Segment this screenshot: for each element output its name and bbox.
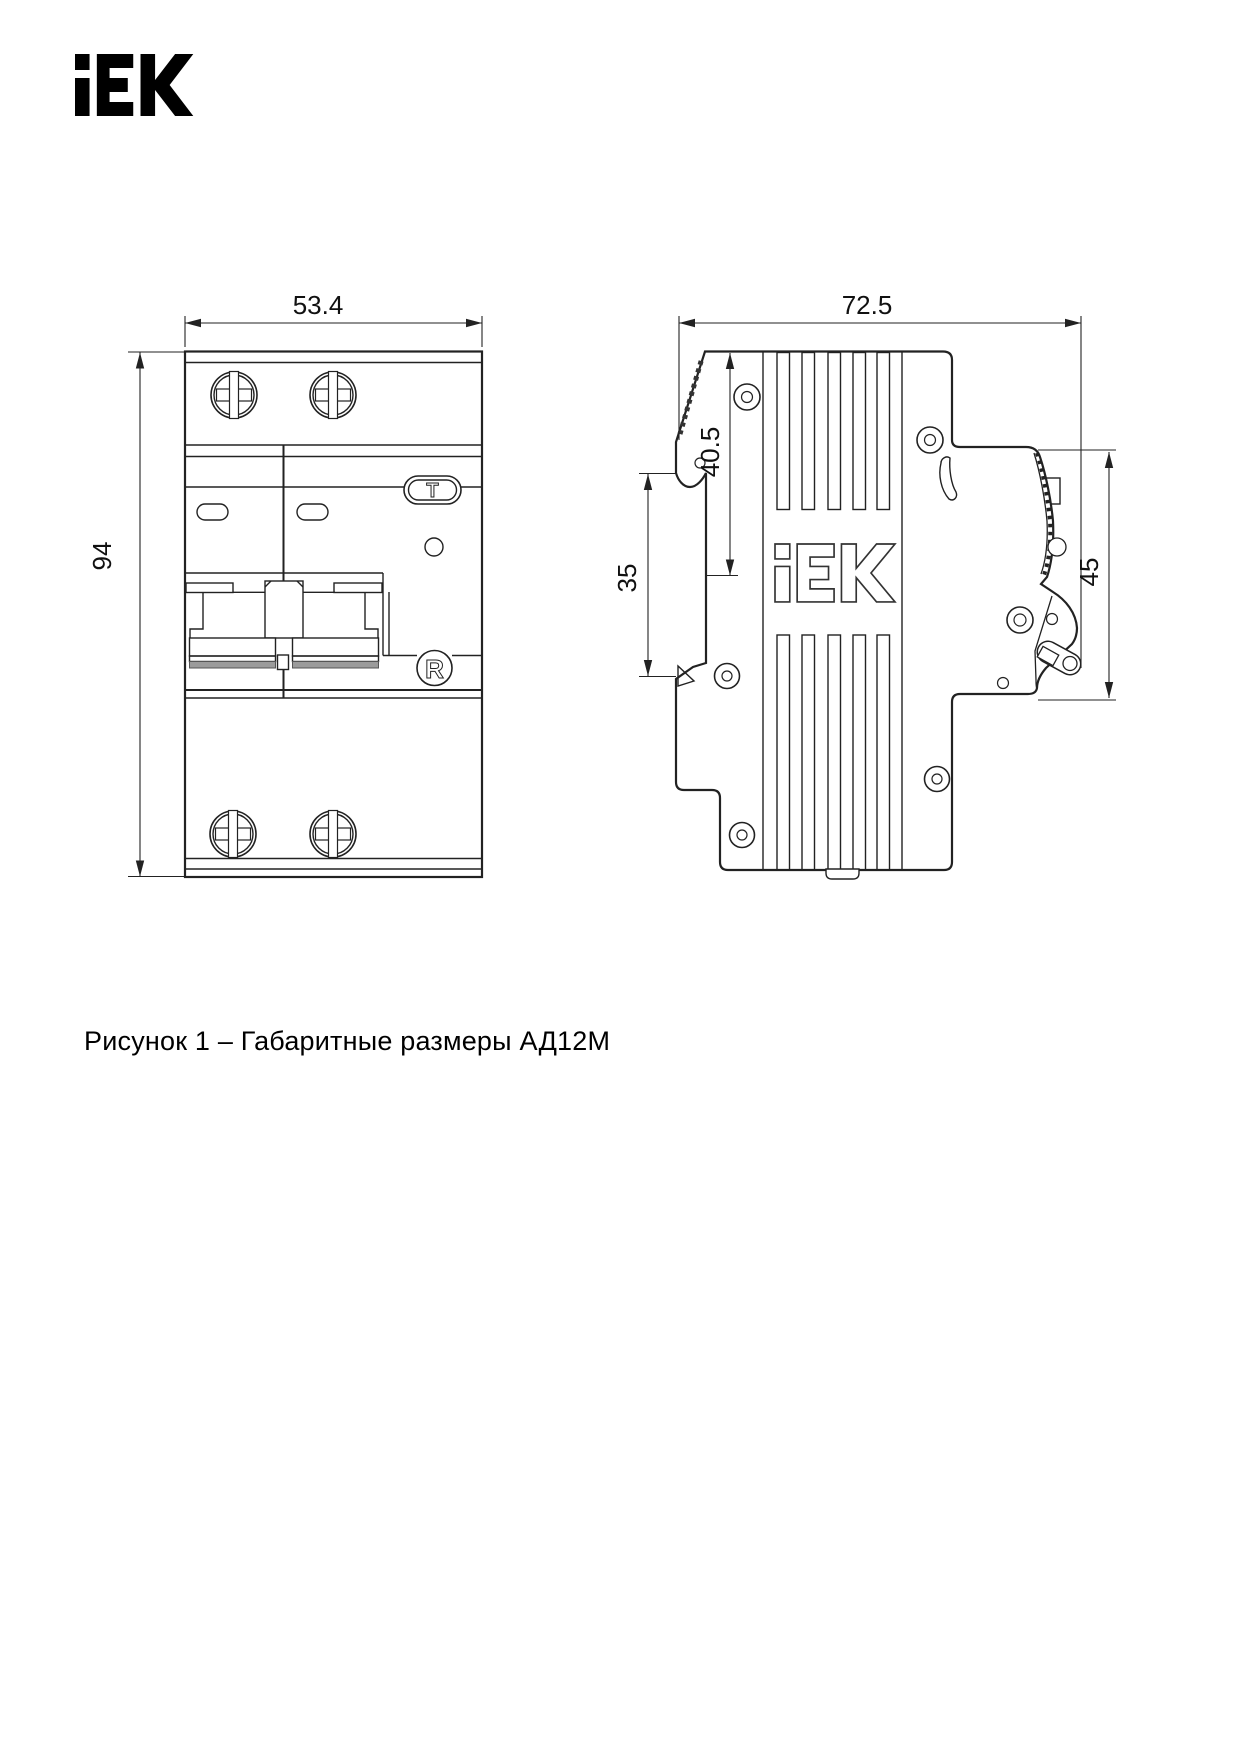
dim-front-width: 53.4 [292, 290, 344, 320]
side-view [676, 352, 1077, 880]
dim-right-height: 45 [1074, 557, 1104, 587]
test-button[interactable] [404, 476, 461, 504]
bottom-tab [826, 869, 859, 879]
front-view [185, 352, 482, 878]
dim-front-height: 94 [87, 541, 117, 571]
rivet-icon [715, 664, 740, 689]
iek-logo [75, 54, 193, 116]
rivet-icon [730, 823, 755, 848]
reset-button[interactable] [417, 651, 452, 686]
latch-pivot [1007, 607, 1033, 633]
rivet-icon [917, 427, 943, 453]
rivet-icon [925, 767, 950, 792]
figure-caption: Рисунок 1 – Габаритные размеры АД12М [84, 1026, 611, 1056]
latch-bump [1048, 538, 1066, 556]
rivet-icon [734, 384, 760, 410]
reset-button-label: R [425, 654, 444, 684]
screw-icon [310, 811, 356, 858]
dim-side-width: 72.5 [841, 290, 893, 320]
test-button-label: T [426, 480, 439, 502]
dim-din-rail: 35 [612, 563, 642, 593]
dim-upper-height: 40.5 [695, 426, 725, 478]
screw-icon [310, 372, 356, 419]
screw-icon [210, 811, 256, 858]
latch-hook-hole [1063, 657, 1077, 671]
screw-icon [211, 372, 257, 419]
front-body [185, 352, 482, 878]
